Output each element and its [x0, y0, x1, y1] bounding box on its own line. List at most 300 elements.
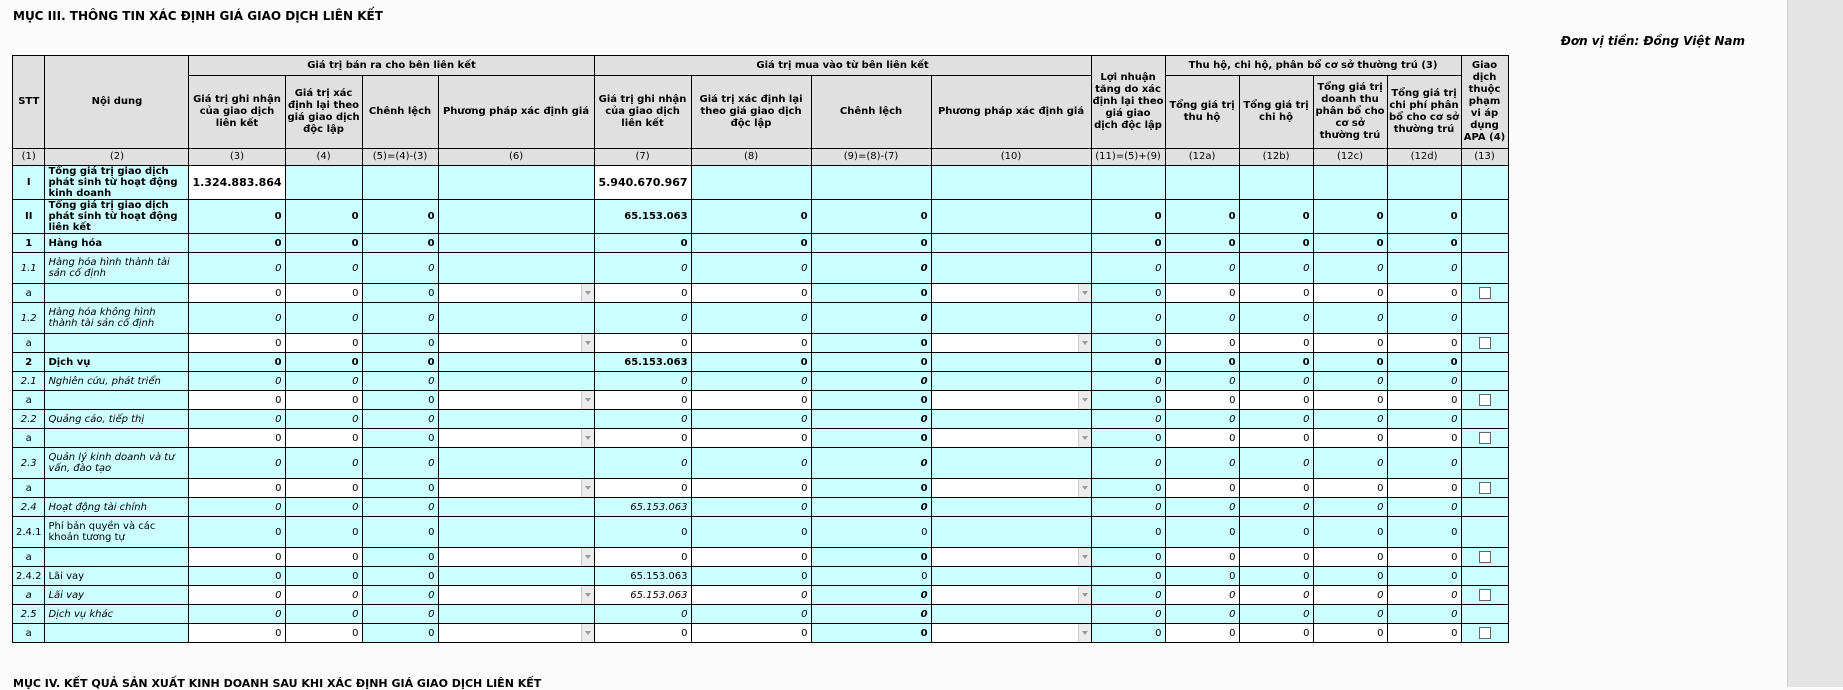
- cell-c12b: 0: [1239, 372, 1313, 391]
- cell-c9: 0: [811, 372, 931, 391]
- index-cell: (9)=(8)-(7): [811, 149, 931, 166]
- cell-c12d[interactable]: 0: [1387, 284, 1461, 303]
- cell-c11: 0: [1091, 284, 1165, 303]
- cell-c3: 0: [189, 605, 285, 624]
- cell-c10: [931, 253, 1091, 284]
- cell-c12a: 0: [1165, 303, 1239, 334]
- cell-c12b: 0: [1239, 448, 1313, 479]
- row-stt: a: [13, 479, 45, 498]
- pricing-method-dropdown[interactable]: [438, 429, 594, 448]
- header-c6: Phương pháp xác định giá: [438, 76, 594, 149]
- cell-c4: 0: [285, 353, 362, 372]
- cell-c12b[interactable]: 0: [1239, 548, 1313, 567]
- cell-c5: 0: [362, 624, 438, 643]
- apa-checkbox-cell: [1461, 429, 1508, 448]
- cell-c8[interactable]: 0: [691, 284, 811, 303]
- cell-c4[interactable]: 0: [285, 586, 362, 605]
- cell-c12d: 0: [1387, 605, 1461, 624]
- cell-c11: 0: [1091, 605, 1165, 624]
- cell-c5: 0: [362, 498, 438, 517]
- cell-c11: 0: [1091, 586, 1165, 605]
- cell-c4: 0: [285, 567, 362, 586]
- chevron-down-icon[interactable]: [1078, 429, 1091, 447]
- vertical-scrollbar[interactable]: [1787, 0, 1843, 687]
- cell-c11: 0: [1091, 303, 1165, 334]
- apa-checkbox[interactable]: [1479, 287, 1491, 299]
- table-row: [13, 303, 1509, 334]
- cell-c10: [931, 605, 1091, 624]
- cell-c4[interactable]: 0: [285, 624, 362, 643]
- cell-c5: 0: [362, 429, 438, 448]
- cell-c9: 0: [811, 586, 931, 605]
- cell-c4: 0: [285, 303, 362, 334]
- cell-c5: 0: [362, 567, 438, 586]
- cell-c12d[interactable]: 0: [1387, 429, 1461, 448]
- cell-c12c: 0: [1313, 200, 1387, 234]
- cell-c3[interactable]: 0: [189, 391, 285, 410]
- cell-c3[interactable]: 0: [189, 284, 285, 303]
- cell-c12a: 0: [1165, 200, 1239, 234]
- chevron-down-icon[interactable]: [1078, 391, 1091, 409]
- apa-checkbox-cell: [1461, 479, 1508, 498]
- chevron-down-icon[interactable]: [1078, 334, 1091, 352]
- cell-c13: [1461, 303, 1508, 334]
- cell-c3[interactable]: 0: [189, 479, 285, 498]
- apa-checkbox[interactable]: [1479, 482, 1491, 494]
- table-row: [13, 517, 1509, 548]
- cell-c5: 0: [362, 605, 438, 624]
- row-stt: a: [13, 624, 45, 643]
- table-row: [13, 448, 1509, 479]
- pricing-method-dropdown[interactable]: [438, 391, 594, 410]
- cell-c7: 0: [594, 448, 691, 479]
- cell-c11: 0: [1091, 567, 1165, 586]
- index-cell: (8): [691, 149, 811, 166]
- cell-c12a: 0: [1165, 253, 1239, 284]
- cell-c8[interactable]: 0: [691, 624, 811, 643]
- cell-c8[interactable]: 0: [691, 429, 811, 448]
- cell-c12b[interactable]: 0: [1239, 391, 1313, 410]
- row-label: Tổng giá trị giao dịch phát sinh từ hoạt động kinh doanh: [45, 166, 189, 200]
- cell-c12b: 0: [1239, 303, 1313, 334]
- cell-c12c: 0: [1313, 605, 1387, 624]
- row-stt: 2.1: [13, 372, 45, 391]
- cell-c5: 0: [362, 517, 438, 548]
- cell-c8[interactable]: 0: [691, 334, 811, 353]
- pricing-method-dropdown[interactable]: [438, 479, 594, 498]
- cell-c5: 0: [362, 303, 438, 334]
- cell-c12c: 0: [1313, 253, 1387, 284]
- cell-c12b: [1239, 166, 1313, 200]
- cell-c8: 0: [691, 234, 811, 253]
- row-label: Tổng giá trị giao dịch phát sinh từ hoạt động liên kết: [45, 200, 189, 234]
- cell-c10: [931, 448, 1091, 479]
- cell-c12a: 0: [1165, 410, 1239, 429]
- cell-c12d: 0: [1387, 567, 1461, 586]
- pricing-method-dropdown[interactable]: [438, 586, 594, 605]
- cell-c3: 0: [189, 410, 285, 429]
- cell-c3: 0: [189, 448, 285, 479]
- chevron-down-icon[interactable]: [581, 586, 594, 604]
- chevron-down-icon[interactable]: [1078, 284, 1091, 302]
- index-cell: (12a): [1165, 149, 1239, 166]
- cell-c4[interactable]: 0: [285, 391, 362, 410]
- cell-c3[interactable]: 1.324.883.864: [189, 166, 285, 200]
- cell-c7: 0: [594, 410, 691, 429]
- row-stt: a: [13, 548, 45, 567]
- cell-c4[interactable]: 0: [285, 429, 362, 448]
- cell-c3: 0: [189, 517, 285, 548]
- chevron-down-icon[interactable]: [581, 429, 594, 447]
- cell-c12c[interactable]: 0: [1313, 479, 1387, 498]
- pricing-method-dropdown[interactable]: [931, 284, 1091, 303]
- chevron-down-icon[interactable]: [581, 334, 594, 352]
- cell-c7[interactable]: 0: [594, 391, 691, 410]
- index-cell: (12c): [1313, 149, 1387, 166]
- pricing-method-dropdown[interactable]: [438, 334, 594, 353]
- cell-c3: 0: [189, 303, 285, 334]
- cell-c12c: 0: [1313, 448, 1387, 479]
- cell-c12b[interactable]: 0: [1239, 429, 1313, 448]
- cell-c7: 0: [594, 605, 691, 624]
- header-c4: Giá trị xác định lại theo giá giao dịch độc lập: [285, 76, 362, 149]
- row-label: [45, 624, 189, 643]
- cell-c8: 0: [691, 567, 811, 586]
- cell-c12d[interactable]: 0: [1387, 586, 1461, 605]
- cell-c12a: 0: [1165, 448, 1239, 479]
- cell-c6: [438, 303, 594, 334]
- table-row: [13, 586, 1509, 605]
- cell-c4[interactable]: 0: [285, 334, 362, 353]
- cell-c10: [931, 498, 1091, 517]
- chevron-down-icon[interactable]: [1078, 479, 1091, 497]
- row-label: Nghiên cứu, phát triển: [45, 372, 189, 391]
- cell-c7[interactable]: 0: [594, 548, 691, 567]
- cell-c6: [438, 166, 594, 200]
- table-row: [13, 548, 1509, 567]
- cell-c3: 0: [189, 234, 285, 253]
- cell-c6: [438, 498, 594, 517]
- cell-c4: 0: [285, 410, 362, 429]
- cell-c13: [1461, 353, 1508, 372]
- cell-c12c[interactable]: 0: [1313, 586, 1387, 605]
- cell-c11: 0: [1091, 372, 1165, 391]
- cell-c13: [1461, 517, 1508, 548]
- cell-c13: [1461, 567, 1508, 586]
- cell-c12a: [1165, 166, 1239, 200]
- cell-c12d: 0: [1387, 372, 1461, 391]
- header-collect-group: Thu hộ, chi hộ, phân bổ cơ sở thường trú (3): [1165, 56, 1461, 76]
- cell-c10: [931, 200, 1091, 234]
- cell-c4[interactable]: 0: [285, 548, 362, 567]
- header-c10: Phương pháp xác định giá: [931, 76, 1091, 149]
- cell-c11: 0: [1091, 253, 1165, 284]
- cell-c6: [438, 200, 594, 234]
- index-cell: (3): [189, 149, 285, 166]
- row-label: Phí bản quyền và các khoản tương tự: [45, 517, 189, 548]
- apa-checkbox[interactable]: [1479, 394, 1491, 406]
- index-cell: (1): [13, 149, 45, 166]
- table-row: [13, 479, 1509, 498]
- row-label: Dịch vụ: [45, 353, 189, 372]
- row-stt: a: [13, 284, 45, 303]
- cell-c12d[interactable]: 0: [1387, 479, 1461, 498]
- table-row: [13, 253, 1509, 284]
- chevron-down-icon[interactable]: [1078, 548, 1091, 566]
- cell-c12c: 0: [1313, 410, 1387, 429]
- table-row: [13, 353, 1509, 372]
- header-c7: Giá trị ghi nhận của giao dịch liên kết: [594, 76, 691, 149]
- pricing-method-dropdown[interactable]: [931, 586, 1091, 605]
- row-label: [45, 479, 189, 498]
- pricing-method-dropdown[interactable]: [438, 284, 594, 303]
- cell-c7[interactable]: 0: [594, 429, 691, 448]
- cell-c8[interactable]: 0: [691, 391, 811, 410]
- header-content: Nội dung: [45, 56, 189, 149]
- row-label: Hàng hóa: [45, 234, 189, 253]
- cell-c3: 0: [189, 200, 285, 234]
- row-label: [45, 548, 189, 567]
- apa-checkbox[interactable]: [1479, 432, 1491, 444]
- cell-c6: [438, 353, 594, 372]
- cell-c13: [1461, 498, 1508, 517]
- cell-c7[interactable]: 5.940.670.967: [594, 166, 691, 200]
- cell-c7: 65.153.063: [594, 200, 691, 234]
- cell-c12a[interactable]: 0: [1165, 586, 1239, 605]
- cell-c9: 0: [811, 448, 931, 479]
- cell-c9: 0: [811, 605, 931, 624]
- cell-c9: 0: [811, 284, 931, 303]
- cell-c12a[interactable]: 0: [1165, 334, 1239, 353]
- cell-c8: 0: [691, 498, 811, 517]
- cell-c12a[interactable]: 0: [1165, 391, 1239, 410]
- chevron-down-icon[interactable]: [581, 391, 594, 409]
- cell-c5: 0: [362, 391, 438, 410]
- cell-c7[interactable]: 0: [594, 624, 691, 643]
- cell-c12a[interactable]: 0: [1165, 284, 1239, 303]
- cell-c12c: 0: [1313, 498, 1387, 517]
- cell-c5: [362, 166, 438, 200]
- cell-c12a[interactable]: 0: [1165, 429, 1239, 448]
- cell-c12c[interactable]: 0: [1313, 284, 1387, 303]
- cell-c12c[interactable]: 0: [1313, 429, 1387, 448]
- chevron-down-icon[interactable]: [1078, 586, 1091, 604]
- index-cell: (12b): [1239, 149, 1313, 166]
- cell-c12d[interactable]: 0: [1387, 624, 1461, 643]
- apa-checkbox-cell: [1461, 586, 1508, 605]
- header-apa: Giao dịch thuộc phạm vi áp dụng APA (4): [1461, 56, 1508, 149]
- header-c12c: Tổng giá trị doanh thu phân bổ cho cơ sở thường trú: [1313, 76, 1387, 149]
- header-purchases-group: Giá trị mua vào từ bên liên kết: [594, 56, 1091, 76]
- pricing-method-dropdown[interactable]: [931, 548, 1091, 567]
- cell-c11: 0: [1091, 200, 1165, 234]
- pricing-method-dropdown[interactable]: [438, 548, 594, 567]
- cell-c3[interactable]: 0: [189, 334, 285, 353]
- cell-c12c[interactable]: 0: [1313, 548, 1387, 567]
- header-c12a: Tổng giá trị thu hộ: [1165, 76, 1239, 149]
- cell-c3: 0: [189, 253, 285, 284]
- cell-c12a[interactable]: 0: [1165, 548, 1239, 567]
- cell-c11: 0: [1091, 498, 1165, 517]
- chevron-down-icon[interactable]: [581, 548, 594, 566]
- cell-c5: 0: [362, 479, 438, 498]
- table-row: [13, 605, 1509, 624]
- apa-checkbox[interactable]: [1479, 337, 1491, 349]
- cell-c4: 0: [285, 253, 362, 284]
- cell-c9: 0: [811, 567, 931, 586]
- cell-c12c: [1313, 166, 1387, 200]
- table-row: [13, 567, 1509, 586]
- cell-c3: 0: [189, 372, 285, 391]
- cell-c12b: 0: [1239, 567, 1313, 586]
- cell-c7[interactable]: 0: [594, 334, 691, 353]
- pricing-method-dropdown[interactable]: [931, 391, 1091, 410]
- row-stt: a: [13, 391, 45, 410]
- cell-c8: 0: [691, 253, 811, 284]
- cell-c9: 0: [811, 200, 931, 234]
- cell-c7: 0: [594, 372, 691, 391]
- row-label: Hàng hóa hình thành tài sản cố định: [45, 253, 189, 284]
- cell-c8[interactable]: 0: [691, 548, 811, 567]
- cell-c11: 0: [1091, 410, 1165, 429]
- row-stt: 2.4.1: [13, 517, 45, 548]
- cell-c10: [931, 372, 1091, 391]
- cell-c4: 0: [285, 498, 362, 517]
- cell-c7: 65.153.063: [594, 353, 691, 372]
- cell-c8: 0: [691, 200, 811, 234]
- cell-c7[interactable]: 0: [594, 284, 691, 303]
- cell-c5: 0: [362, 234, 438, 253]
- pricing-method-dropdown[interactable]: [438, 624, 594, 643]
- header-sales-group: Giá trị bán ra cho bên liên kết: [189, 56, 594, 76]
- cell-c12a: 0: [1165, 567, 1239, 586]
- pricing-method-dropdown[interactable]: [931, 429, 1091, 448]
- cell-c6: [438, 517, 594, 548]
- cell-c12c[interactable]: 0: [1313, 391, 1387, 410]
- cell-c10: [931, 166, 1091, 200]
- cell-c11: 0: [1091, 391, 1165, 410]
- cell-c12b: 0: [1239, 200, 1313, 234]
- cell-c7: 65.153.063: [594, 498, 691, 517]
- cell-c13: [1461, 605, 1508, 624]
- cell-c3[interactable]: 0: [189, 548, 285, 567]
- pricing-method-dropdown[interactable]: [931, 479, 1091, 498]
- cell-c8: 0: [691, 372, 811, 391]
- cell-c3[interactable]: 0: [189, 586, 285, 605]
- cell-c12d[interactable]: 0: [1387, 391, 1461, 410]
- cell-c9: 0: [811, 234, 931, 253]
- cell-c12d: 0: [1387, 253, 1461, 284]
- cell-c4: 0: [285, 517, 362, 548]
- row-stt: 2.2: [13, 410, 45, 429]
- cell-c10: [931, 303, 1091, 334]
- cell-c4[interactable]: 0: [285, 284, 362, 303]
- apa-checkbox[interactable]: [1479, 551, 1491, 563]
- row-label: Dịch vụ khác: [45, 605, 189, 624]
- cell-c9: 0: [811, 498, 931, 517]
- chevron-down-icon[interactable]: [581, 284, 594, 302]
- cell-c8[interactable]: 0: [691, 479, 811, 498]
- cell-c7[interactable]: 0: [594, 479, 691, 498]
- cell-c3[interactable]: 0: [189, 429, 285, 448]
- cell-c7[interactable]: 65.153.063: [594, 586, 691, 605]
- cell-c12c: 0: [1313, 353, 1387, 372]
- cell-c12d: 0: [1387, 200, 1461, 234]
- apa-checkbox[interactable]: [1479, 589, 1491, 601]
- cell-c8: 0: [691, 605, 811, 624]
- apa-checkbox-cell: [1461, 391, 1508, 410]
- row-label: [45, 334, 189, 353]
- row-label: [45, 429, 189, 448]
- cell-c6: [438, 567, 594, 586]
- index-cell: (4): [285, 149, 362, 166]
- cell-c4: 0: [285, 605, 362, 624]
- cell-c12b[interactable]: 0: [1239, 479, 1313, 498]
- cell-c10: [931, 517, 1091, 548]
- row-label: Quảng cáo, tiếp thị: [45, 410, 189, 429]
- cell-c3[interactable]: 0: [189, 624, 285, 643]
- section-title: MỤC III. THÔNG TIN XÁC ĐỊNH GIÁ GIAO DỊCH LIÊN KẾT: [13, 9, 383, 23]
- chevron-down-icon[interactable]: [581, 479, 594, 497]
- row-label: Hàng hóa không hình thành tài sản cố định: [45, 303, 189, 334]
- cell-c9: [811, 166, 931, 200]
- cell-c4[interactable]: 0: [285, 479, 362, 498]
- cell-c12c: 0: [1313, 303, 1387, 334]
- cell-c12b[interactable]: 0: [1239, 586, 1313, 605]
- cell-c12c[interactable]: 0: [1313, 624, 1387, 643]
- cell-c12d: 0: [1387, 498, 1461, 517]
- cell-c12a[interactable]: 0: [1165, 624, 1239, 643]
- row-label: [45, 391, 189, 410]
- cell-c12a[interactable]: 0: [1165, 479, 1239, 498]
- apa-checkbox-cell: [1461, 624, 1508, 643]
- row-label: [45, 284, 189, 303]
- cell-c12c[interactable]: 0: [1313, 334, 1387, 353]
- cell-c12d: 0: [1387, 234, 1461, 253]
- chevron-down-icon[interactable]: [581, 624, 594, 642]
- cell-c5: 0: [362, 548, 438, 567]
- cell-c12b[interactable]: 0: [1239, 624, 1313, 643]
- cell-c4: 0: [285, 372, 362, 391]
- cell-c12c: 0: [1313, 234, 1387, 253]
- cell-c5: 0: [362, 353, 438, 372]
- cell-c12a: 0: [1165, 234, 1239, 253]
- cell-c8[interactable]: 0: [691, 586, 811, 605]
- table-row: [13, 391, 1509, 410]
- cell-c12b: 0: [1239, 605, 1313, 624]
- cell-c6: [438, 605, 594, 624]
- pricing-method-dropdown[interactable]: [931, 624, 1091, 643]
- chevron-down-icon[interactable]: [1078, 624, 1091, 642]
- cell-c12d[interactable]: 0: [1387, 548, 1461, 567]
- cell-c11: 0: [1091, 448, 1165, 479]
- cell-c12b: 0: [1239, 498, 1313, 517]
- table-row: [13, 200, 1509, 234]
- row-label: Lãi vay: [45, 567, 189, 586]
- pricing-method-dropdown[interactable]: [931, 334, 1091, 353]
- cell-c7: 0: [594, 303, 691, 334]
- cell-c12d: [1387, 166, 1461, 200]
- cell-c10: [931, 234, 1091, 253]
- cell-c10: [931, 410, 1091, 429]
- cell-c3: 0: [189, 353, 285, 372]
- cell-c12b[interactable]: 0: [1239, 284, 1313, 303]
- cell-c12d[interactable]: 0: [1387, 334, 1461, 353]
- row-stt: 1.1: [13, 253, 45, 284]
- cell-c12b[interactable]: 0: [1239, 334, 1313, 353]
- apa-checkbox[interactable]: [1479, 627, 1491, 639]
- cell-c9: 0: [811, 410, 931, 429]
